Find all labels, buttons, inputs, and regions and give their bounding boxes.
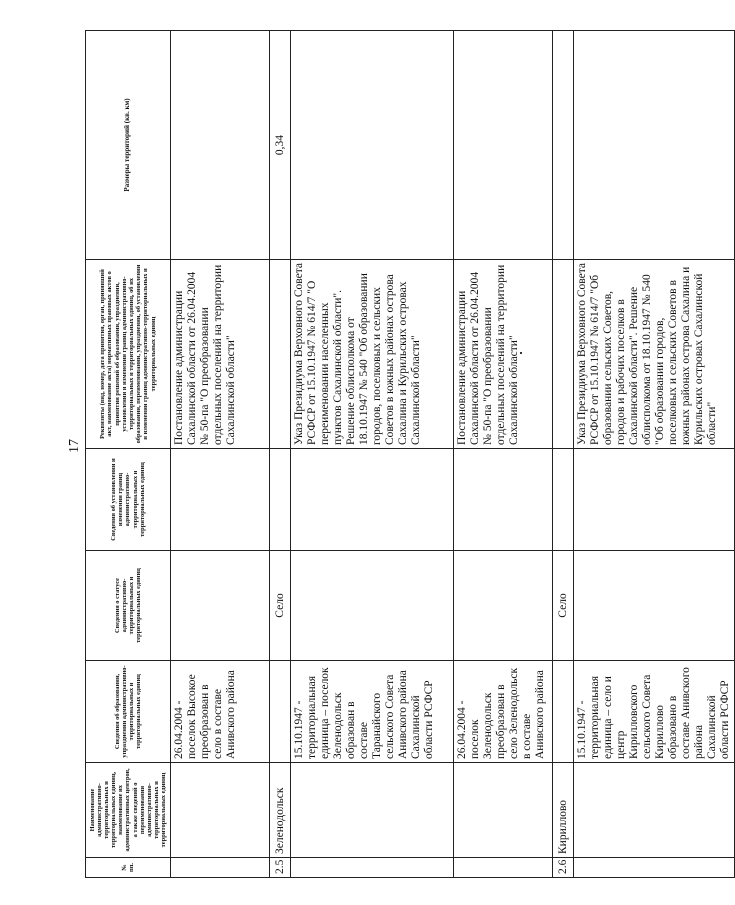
- cell-status: [291, 551, 454, 661]
- table-header-row: [86, 31, 171, 878]
- cell-size: [574, 31, 735, 260]
- cell-name: [454, 763, 553, 858]
- cell-status: [454, 551, 553, 661]
- table-row: [574, 31, 735, 878]
- cell-formation: 15.10.1947 - территориальная единица – поселок Зеленодольск образован в составе Таранайского сельского Совета Анивского района Сахалинской области РСФСР: [291, 661, 454, 763]
- table-row: [454, 31, 553, 878]
- header-num: № пп.: [86, 858, 171, 878]
- cell-formation: 26.04.2004 - поселок Высокое преобразован в село в составе Анивского района: [171, 661, 270, 763]
- cell-formation: [270, 661, 291, 763]
- cell-size: [171, 31, 270, 260]
- cell-boundaries: [574, 449, 735, 551]
- cell-num: 2.5: [270, 858, 291, 878]
- cell-num: 2.6: [553, 858, 574, 878]
- cell-size: [553, 31, 574, 260]
- cell-name: Зеленодольск: [270, 763, 291, 858]
- cell-formation: [553, 661, 574, 763]
- cell-boundaries: [270, 449, 291, 551]
- cell-num: [171, 858, 270, 878]
- header-status: Сведения о статусе административно-территориальных и территориальных единиц: [86, 551, 171, 661]
- cell-name: [574, 763, 735, 858]
- cell-acts: Указ Президиума Верховного Совета РСФСР от 15.10.1947 № 614/7 "Об образовании сельских Советов, городов и рабочих поселков в Сахалинской области". Решение облисполкома от 18.10.1947 № 540 "Об образовании городов, поселковых и сельских Советов в южных районах острова Сахалина и Курильских островах Сахалинской области": [574, 260, 735, 449]
- section-row: [270, 31, 291, 878]
- header-formation: Сведения об образовании, упразднении административно-территориальных и территориальных единиц: [86, 661, 171, 763]
- cell-status: Село: [270, 551, 291, 661]
- cell-size: [454, 31, 553, 260]
- registry-table-rotated: [85, 31, 731, 878]
- cell-acts: Постановление администрации Сахалинской области от 26.04.2004 № 50-па "О преобразовании отдельных поселений на территории Сахалинской области": [454, 260, 553, 449]
- cell-size: 0,34: [270, 31, 291, 260]
- header-boundaries: Сведения об установлении и изменении границ административно-территориальных и территориальных единиц: [86, 449, 171, 551]
- cell-boundaries: [291, 449, 454, 551]
- header-name: Наименование административно-территориальных и территориальных единиц, наименование их административных центров, а также сведений о переименовании административно-территориальных и территориальных единиц: [86, 763, 171, 858]
- cell-status: Село: [553, 551, 574, 661]
- cell-num: [454, 858, 553, 878]
- cell-status: [574, 551, 735, 661]
- cell-acts: [553, 260, 574, 449]
- cell-status: [171, 551, 270, 661]
- cell-num: [291, 858, 454, 878]
- section-row: [553, 31, 574, 878]
- cell-boundaries: [454, 449, 553, 551]
- cell-formation: 26.04.2004 - поселок Зеленодольск преобразован в село Зеленодольск в составе Анивского района: [454, 661, 553, 763]
- cell-boundaries: [553, 449, 574, 551]
- cell-formation: 15.10.1947 - территориальная единица – село и центр Кирилловского сельского Совета Кириллово образовано в составе Анивского района Сахалинской области РСФСР: [574, 661, 735, 763]
- page-number: 17: [67, 439, 82, 453]
- cell-name: [291, 763, 454, 858]
- cell-num: [574, 858, 735, 878]
- table-row: [171, 31, 270, 878]
- header-acts: Реквизиты (вид, номер, дата принятия, орган, принявший акт, наименование акта) нормативных правовых актов о принятии решений об образовании, упразднении, установлении и изменении границ административно-территориальных и территориальных единиц, об их образовании, переименовании, упразднении, об установлении и изменении границ административно-территориальных и территориальных единиц: [86, 260, 171, 449]
- table-row: [291, 31, 454, 878]
- cell-name: [171, 763, 270, 858]
- registry-table: [85, 30, 735, 878]
- header-size: Размеры территорий (кв. км): [86, 31, 171, 260]
- cell-name: Кириллово: [553, 763, 574, 858]
- cell-acts: Указ Президиума Верховного Совета РСФСР от 15.10.1947 № 614/7 "О переименовании населенных пунктов Сахалинской области". Решение облисполкома от 18.10.1947 № 540 "Об образовании городов, поселковых и сельских Советов в южных районах острова Сахалина и Курильских островах Сахалинской области": [291, 260, 454, 449]
- cell-boundaries: [171, 449, 270, 551]
- cell-acts: Постановление администрации Сахалинской области от 26.04.2004 № 50-па "О преобразовании отдельных поселений на территории Сахалинской области": [171, 260, 270, 449]
- cell-acts: [270, 260, 291, 449]
- cell-size: [291, 31, 454, 260]
